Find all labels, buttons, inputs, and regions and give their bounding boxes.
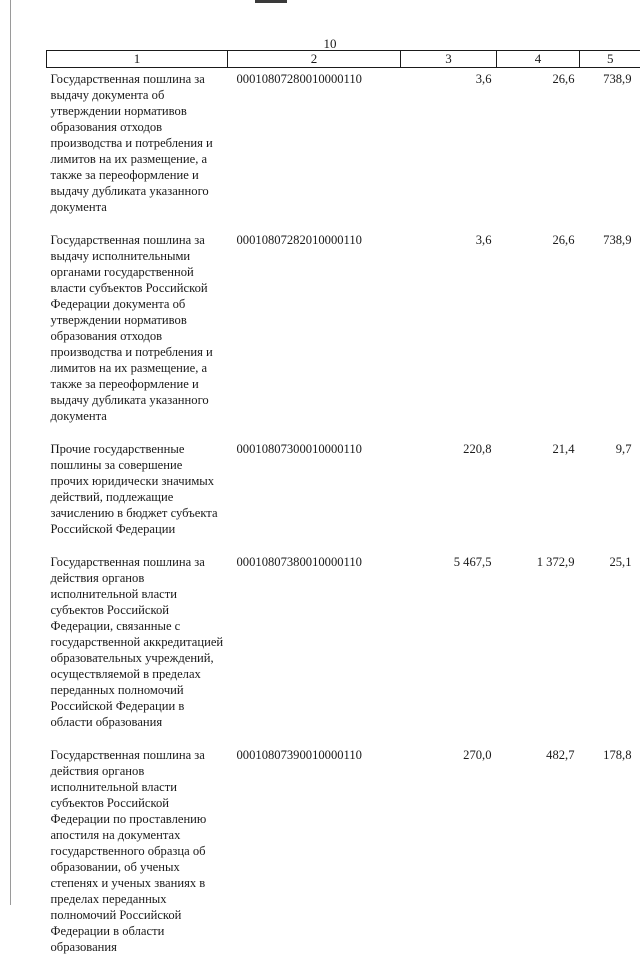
table-row	[47, 551, 640, 744]
table-row	[47, 438, 640, 551]
row-value-3: 220,8	[401, 438, 497, 551]
page-edge	[10, 0, 11, 905]
row-value-3: 5 467,5	[401, 551, 497, 744]
table-header-row	[47, 51, 640, 68]
row-value-5: 738,9	[580, 68, 640, 230]
row-code: 00010807390010000110	[228, 744, 401, 969]
revenue-table	[46, 50, 640, 969]
table-row	[47, 229, 640, 438]
row-value-5: 9,7	[580, 438, 640, 551]
row-name: Государственная пошлина за выдачу исполнительными органами государственной власти субъектов Российской Федерации документа об утверждении нормативов образования отходов производства и потребления и лимитов на их размещение, а также за переоформление и выдачу дубликата указанного документа	[47, 229, 228, 438]
scan-artifact	[255, 0, 287, 3]
row-value-4: 21,4	[497, 438, 580, 551]
row-code: 00010807282010000110	[228, 229, 401, 438]
row-name: Государственная пошлина за действия органов исполнительной власти субъектов Российской Федерации, связанные с государственной аккредитацией образовательных учреждений, осуществляемой в пределах переданных полномочий Российской Федерации в области образования	[47, 551, 228, 744]
table-row	[47, 68, 640, 230]
row-code: 00010807280010000110	[228, 68, 401, 230]
page-number: 10	[0, 36, 640, 52]
column-header-1: 1	[47, 51, 228, 68]
column-header-5: 5	[580, 51, 640, 68]
row-value-3: 270,0	[401, 744, 497, 969]
row-value-5: 178,8	[580, 744, 640, 969]
column-header-2: 2	[228, 51, 401, 68]
row-code: 00010807380010000110	[228, 551, 401, 744]
row-value-3: 3,6	[401, 229, 497, 438]
column-header-3: 3	[401, 51, 497, 68]
row-code: 00010807300010000110	[228, 438, 401, 551]
table-row	[47, 744, 640, 969]
row-value-3: 3,6	[401, 68, 497, 230]
row-name: Государственная пошлина за выдачу документа об утверждении нормативов образования отходов производства и потребления и лимитов на их размещение, а также за переоформление и выдачу дубликата указанного документа	[47, 68, 228, 230]
row-value-5: 738,9	[580, 229, 640, 438]
row-value-4: 482,7	[497, 744, 580, 969]
row-name: Прочие государственные пошлины за совершение прочих юридически значимых действий, подлежащие зачислению в бюджет субъекта Российской Федерации	[47, 438, 228, 551]
row-name: Государственная пошлина за действия органов исполнительной власти субъектов Российской Федерации по проставлению апостиля на документах государственного образца об образовании, об ученых степенях и ученых званиях в пределах переданных полномочий Российской Федерации в области образования	[47, 744, 228, 969]
row-value-4: 1 372,9	[497, 551, 580, 744]
row-value-5: 25,1	[580, 551, 640, 744]
column-header-4: 4	[497, 51, 580, 68]
row-value-4: 26,6	[497, 68, 580, 230]
row-value-4: 26,6	[497, 229, 580, 438]
